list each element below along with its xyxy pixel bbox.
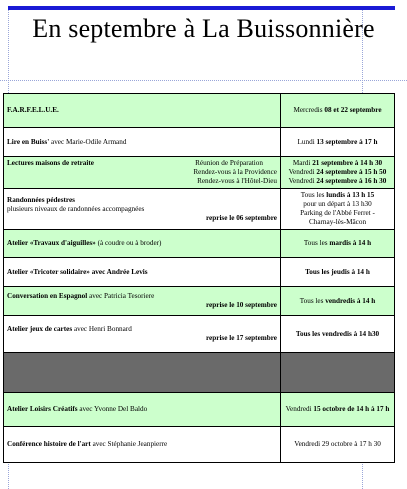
activity-name: Atelier «Tricoter solidaire» avec Andrée Levis [7, 267, 148, 276]
activity-name: F.A.R.F.E.L.U.E. [7, 106, 59, 114]
activity-name: Lectures maisons de retraite [7, 159, 94, 167]
activity-name: Atelier «Travaux d'aiguilles» [7, 239, 96, 247]
activity-name: Lire en Buiss' [7, 137, 50, 146]
table-row-lire: Lire en Buiss' avec Marie-Odile Armand Lundi 13 septembre à 17 h [4, 128, 395, 157]
table-row-randonnees: Randonnées pédestres plusieurs niveaux de randonnées accompagnées reprise le 06 septembre Tous les lundis à 13 h 15 pour un départ à 13 h30 Parking de l'Abbé Ferret - Charnay-lès-Mâcon [4, 189, 395, 230]
activity-name: Randonnées pédestres [7, 195, 75, 204]
table-row-conference: Conférence histoire de l'art avec Stéphanie Jeanpierre Vendredi 29 octobre à 17 h 30 [4, 427, 395, 463]
activity-name: Conversation en Espagnol [7, 292, 88, 300]
table-row-farfelue: F.A.R.F.E.L.U.E. Mercredis 08 et 22 septembre [4, 94, 395, 128]
page-top-rule [8, 6, 395, 10]
table-row-lectures: Lectures maisons de retraite Réunion de Préparation Rendez-vous à la Providence Rendez-vous à l'Hôtel-Dieu Mardi 21 septembre à 14 h 30 Vendredi 24 septembre à 15 h 50 Vendredi 24 septembre à 16 h 30 [4, 157, 395, 189]
margin-guide-top [0, 80, 407, 81]
schedule-table [3, 93, 395, 463]
table-row-espagnol: Conversation en Espagnol avec Patricia Tesoriere reprise le 10 septembre Tous les vendredis à 14 h [4, 287, 395, 316]
page-title: En septembre à La Buissonnière [32, 14, 375, 43]
table-row-cartes: Atelier jeux de cartes avec Henri Bonnard reprise le 17 septembre Tous les vendredis à 14 h30 [4, 316, 395, 353]
activity-name: Atelier jeux de cartes [7, 325, 73, 333]
table-row-tricoter: Atelier «Tricoter solidaire» avec Andrée Levis Tous les jeudis à 14 h [4, 258, 395, 287]
table-row-empty [4, 353, 395, 393]
table-row-aiguilles: Atelier «Travaux d'aiguilles» (à coudre ou à broder) Tous les mardis à 14 h [4, 230, 395, 258]
table-row-loisirs: Atelier Loisirs Créatifs avec Yvonne Del Baldo Vendredi 15 octobre de 14 h à 17 h [4, 393, 395, 427]
activity-name: Conférence histoire de l'art [7, 440, 91, 448]
activity-name: Atelier Loisirs Créatifs [7, 405, 78, 413]
